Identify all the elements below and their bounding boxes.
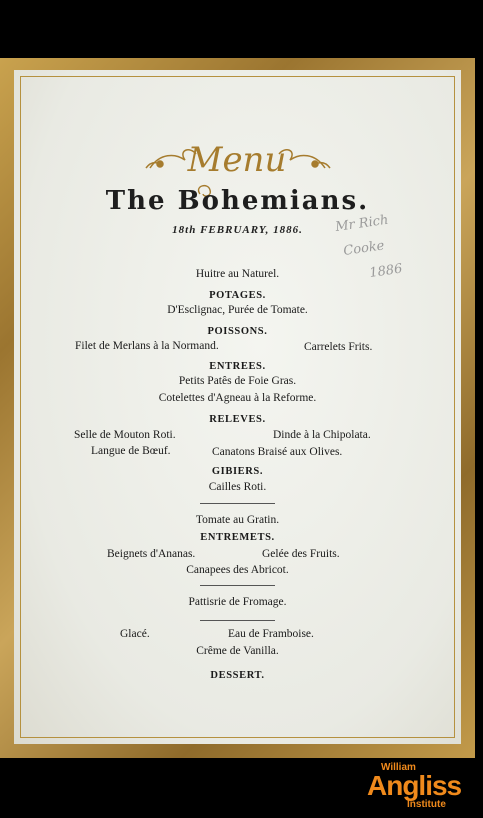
divider-rule	[200, 620, 275, 621]
course-releves-1-right: Dinde à la Chipolata.	[273, 429, 371, 441]
logo-bottom-text: Institute	[407, 799, 446, 810]
logo-main-text: Angliss	[367, 770, 462, 801]
menu-title: Menu	[187, 140, 287, 180]
course-entrees-2: Cotelettes d'Agneau à la Reforme.	[158, 392, 317, 404]
course-tomate: Tomate au Gratin.	[195, 514, 280, 526]
heading-poissons: POISSONS.	[207, 326, 268, 337]
course-poissons-right: Carrelets Frits.	[304, 341, 373, 353]
william-angliss-logo	[367, 762, 477, 812]
heading-gibiers: GIBIERS.	[211, 466, 264, 477]
course-entremets-1-right: Gelée des Fruits.	[262, 548, 340, 560]
course-gibiers: Cailles Roti.	[208, 481, 267, 493]
menu-date: 18th FEBRUARY, 1886.	[172, 224, 303, 236]
club-name: The Bohemians.	[105, 186, 370, 216]
course-entrees-1: Petits Patês de Foie Gras.	[178, 375, 297, 387]
divider-rule	[200, 503, 275, 504]
pencil-note-line-1: Mr Rich	[334, 212, 390, 235]
course-potages: D'Esclignac, Purée de Tomate.	[167, 304, 308, 316]
course-poissons-left: Filet de Merlans à la Normand.	[75, 340, 219, 352]
course-releves-2-right: Canatons Braisé aux Olives.	[212, 446, 343, 458]
heading-potages: POTAGES.	[209, 290, 266, 301]
pencil-note-line-2: Cooke	[342, 238, 386, 259]
heading-dessert: DESSERT.	[210, 670, 265, 681]
heading-entremets: ENTREMETS.	[200, 532, 275, 543]
course-fromage: Pattisrie de Fromage.	[188, 596, 287, 608]
course-releves-2-left: Langue de Bœuf.	[91, 445, 171, 457]
logo-top-text: William	[381, 762, 416, 773]
course-releves-1-left: Selle de Mouton Roti.	[74, 429, 176, 441]
course-entremets-1-left: Beignets d'Ananas.	[107, 548, 196, 560]
course-entremets-2: Canapees des Abricot.	[186, 564, 289, 576]
divider-rule	[200, 585, 275, 586]
course-huitre: Huitre au Naturel.	[195, 268, 280, 280]
menu-card	[0, 58, 475, 758]
course-glace: Glacé.	[120, 628, 150, 640]
menu-heading	[0, 98, 475, 180]
course-vanilla: Crême de Vanilla.	[196, 645, 279, 657]
heading-entrees: ENTREES.	[209, 361, 266, 372]
pencil-note-line-3: 1886	[368, 261, 404, 281]
heading-releves: RELEVES.	[209, 414, 266, 425]
course-framboise: Eau de Framboise.	[228, 628, 314, 640]
